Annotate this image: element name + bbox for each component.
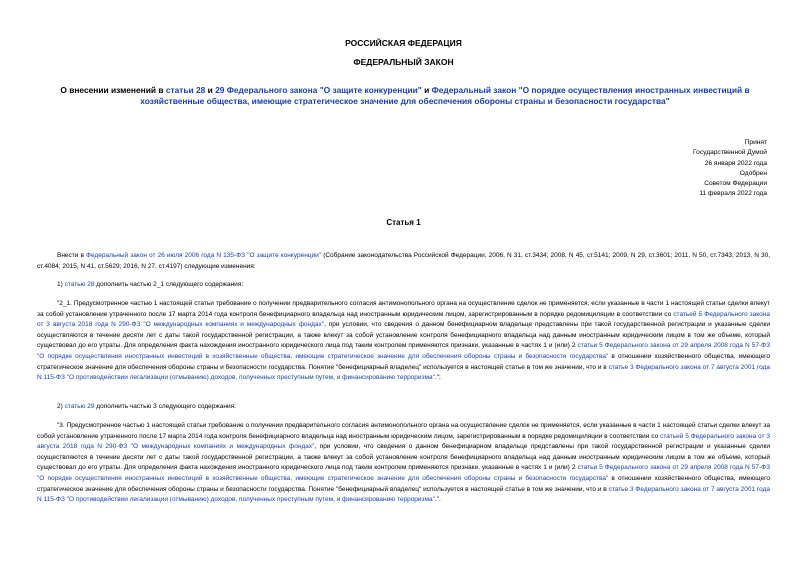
article-quote-part-2-1 <box>37 299 770 384</box>
title-link-article-29[interactable]: 29 Федерального закона "О защите конкуренции" <box>215 85 422 95</box>
quote-text: в отношении хозяйственного общества, имеющего стратегическое значение для обеспечения обороны страны и безопасности государства. Понятие "бенефициарный владелец" используется в настоящей статье в том же значении, что и в <box>37 474 770 493</box>
link-article-29[interactable]: статью 29 <box>64 403 95 410</box>
paragraph-text: Внести в <box>57 252 87 259</box>
quote-text: "2_1. Предусмотренное частью 1 настоящей статьи требование о получении предварительного согласия антимонопольного органа на осуществление сделок не применяется, если указанные в части 1 настоящей статьи сделки влекут за собой установление утраченного после 17 марта 2014 года контроля бенефициарного владельца над иностранным юридическим лицом, зарегистрированным в порядке редомициляции в соответствии со <box>37 300 770 318</box>
link-article-28[interactable]: статью 28 <box>64 281 95 288</box>
approved-label: Одобрен <box>739 169 767 177</box>
quote-text: , при условии, что сведения о данном бенефициарном владельце представлены при такой государственной регистрации и указанные сделки осуществляются в течение десяти лет с даты такой государственной регистрации, а также влекут за собой установление контроля бенефициарного владельца над данным иностранным юридическим лицом в том же объеме, который существовал до его утраты. Для определения факта нахождения иностранного юридического лица под таким контролем применяются признаки, указанные в частях 1 и (или) 2 <box>37 443 770 472</box>
item-number: 2) <box>57 403 65 410</box>
title-text: и <box>421 85 432 95</box>
quote-text: в отношении хозяйственного общества, имеющего стратегическое значение для обеспечения обороны страны и безопасности государства. Понятие "бенефициарный владелец" используется в настоящей статье в том же значении, что и в <box>37 352 770 371</box>
country-heading: РОССИЙСКАЯ ФЕДЕРАЦИЯ <box>345 38 462 48</box>
law-title <box>34 85 776 107</box>
accepted-by: Государственной Думой <box>693 149 767 157</box>
approved-by: Советом Федерации <box>704 180 767 188</box>
quote-text: "3. Предусмотренное частью 1 настоящей статьи требование о получении предварительного согласия антимонопольного органа на осуществление сделок не применяется, если указанные в части 1 настоящей статьи сделки влекут за собой установление утраченного после 17 марта 2014 года контроля бенефициарного владельца над иностранным юридическим лицом, зарегистрированным в порядке редомициляции в соответствии со <box>37 422 770 440</box>
title-text: О внесении изменений в <box>60 85 166 95</box>
article-quote-part-3 <box>37 421 770 506</box>
link-law-115fz[interactable]: статье 3 Федерального закона от 7 августа 2001 года N 115-ФЗ "О противодействии легализации (отмыванию) доходов, полученных преступным путем, и финансированию терроризма" <box>37 485 770 504</box>
item-text: дополнить частью 2_1 следующего содержания: <box>94 281 244 288</box>
link-law-57fz[interactable]: статьи 5 Федерального закона от 29 апреля 2008 года N 57-ФЗ "О порядке осуществления иностранных инвестиций в хозяйственные общества, имеющие стратегическое значение для обеспечения обороны страны и безопасности государства" <box>37 464 770 482</box>
article-item-1 <box>37 280 770 291</box>
link-law-57fz[interactable]: статьи 5 Федерального закона от 29 апреля 2008 года N 57-ФЗ "О порядке осуществления иностранных инвестиций в хозяйственные общества, имеющие стратегическое значение для обеспечения обороны страны и безопасности государства" <box>37 342 770 360</box>
link-law-290fz[interactable]: статьей 5 Федерального закона от 3 августа 2018 года N 290-ФЗ "О международных компаниях и международных фондах" <box>37 310 770 329</box>
item-number: 1) <box>57 281 65 288</box>
link-law-115fz[interactable]: статье 3 Федерального закона от 7 августа 2001 года N 115-ФЗ "О противодействии легализации (отмыванию) доходов, полученных преступным путем, и финансированию терроризма" <box>37 363 770 382</box>
paragraph-text: (Собрание законодательства Российской Федерации, 2006, N 31, ст.3434; 2008, N 45, ст.5141; 2009, N 29, ст.3601; 2011, N 50, ст.7343; 2013, N 30, ст.4084; 2015, N 41, ст.5629; 2016, N 27, ст.4197) следующие изменения: <box>37 252 771 270</box>
accepted-date: 26 января 2022 года <box>704 159 767 167</box>
link-law-290fz[interactable]: статьей 5 Федерального закона от 3 августа 2018 года N 290-ФЗ "О международных компаниях и международных фондах" <box>37 432 770 451</box>
quote-text: , при условии, что сведения о данном бенефициарном владельце представлены при такой государственной регистрации и указанные сделки осуществляются в течение десяти лет с даты такой государственной регистрации, а также влекут за собой установление контроля бенефициарного владельца над данным иностранным юридическим лицом в том же объеме, который существовал до его утраты. Для определения факта нахождения иностранного юридического лица под таким контролем применяются признаки, указанные в частях 1 и (или) 2 <box>37 321 770 350</box>
item-text: дополнить частью 3 следующего содержания: <box>94 403 236 410</box>
approved-date: 11 февраля 2022 года <box>699 190 767 198</box>
document-type-heading: ФЕДЕРАЛЬНЫЙ ЗАКОН <box>353 57 454 67</box>
article-item-2 <box>37 402 770 413</box>
quote-text: ."; <box>434 374 441 382</box>
link-law-135fz[interactable]: Федеральный закон от 26 июля 2006 года N 135-ФЗ "О защите конкуренции" <box>86 252 322 259</box>
accepted-label: Принят <box>744 139 767 146</box>
title-text: и <box>205 85 216 95</box>
quote-text: .". <box>434 496 441 504</box>
title-link-foreign-investment-law[interactable]: Федеральный закон "О порядке осуществления иностранных инвестиций в хозяйственные общества, имеющие стратегическое значение для обеспечения обороны страны и безопасности государства" <box>140 85 750 106</box>
title-link-article-28[interactable]: статьи 28 <box>165 85 206 95</box>
acceptance-block <box>693 138 767 200</box>
article-heading: Статья 1 <box>386 218 421 227</box>
article-paragraph-intro <box>37 251 770 272</box>
